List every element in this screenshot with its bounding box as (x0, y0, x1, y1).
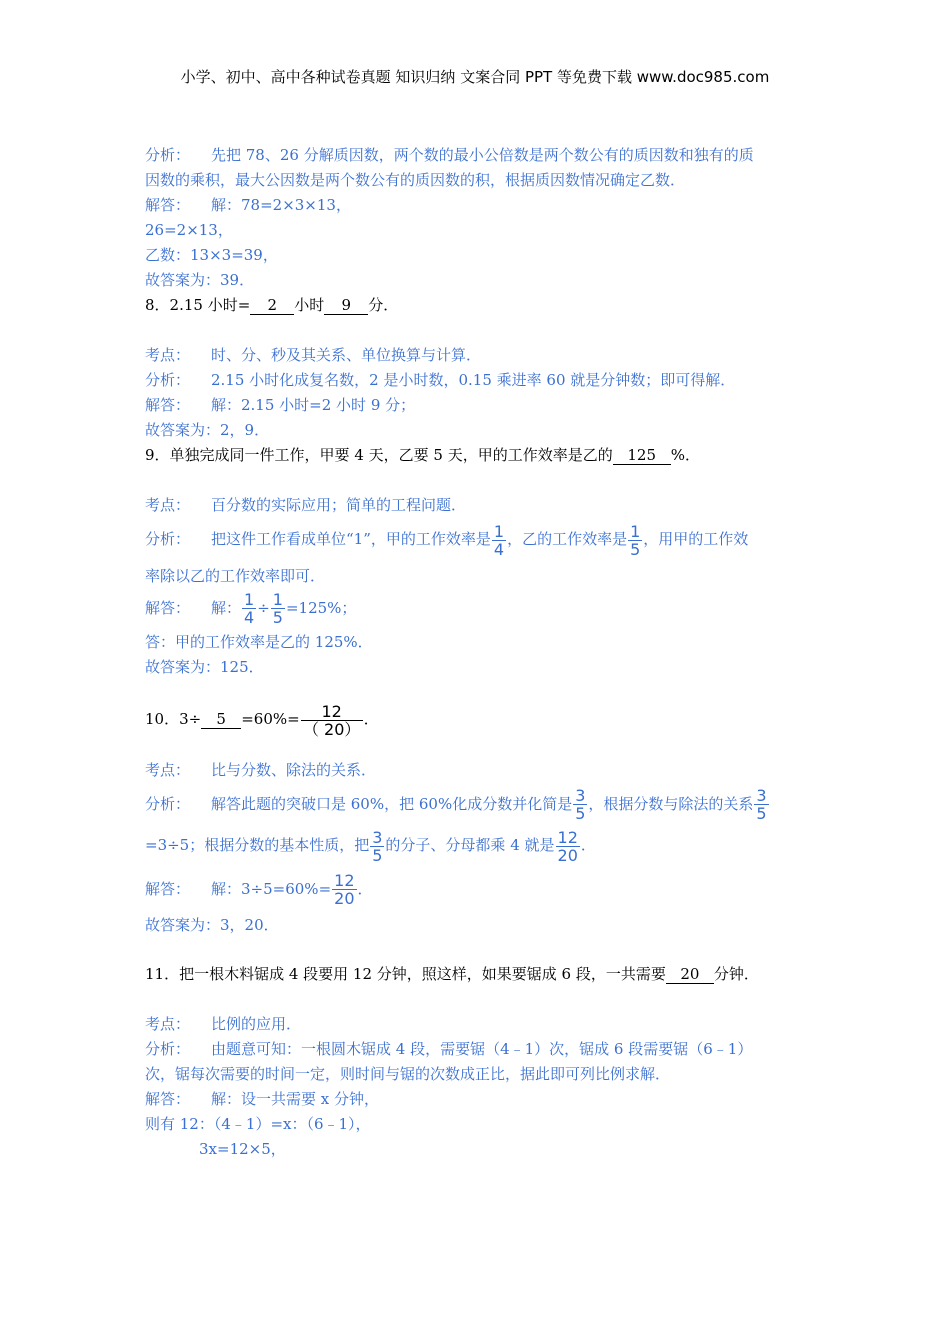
fraction-numerator: 12 (557, 827, 578, 847)
q7-answer: 故答案为：39． (145, 271, 255, 289)
q10-fraction (301, 703, 363, 738)
fraction-1-5 (271, 591, 285, 626)
fraction-numerator: 1 (493, 521, 505, 541)
label-solution: 解答： (145, 879, 191, 898)
q8-analysis-text: 2.15 小时化成复名数，2 是小时数，0.15 乘进率 60 就是分钟数；即可得解． (211, 371, 736, 389)
q11-knowledge (145, 1012, 815, 1037)
q9-analysis-c: ，用甲的工作效 (643, 530, 749, 548)
fraction-numerator: 1 (630, 521, 641, 541)
q9-question (145, 443, 815, 468)
fraction-numerator: 1 (244, 590, 255, 609)
division-sign: ÷ (257, 598, 270, 617)
q10-suffix: ． (363, 710, 379, 728)
q11-solution-text1: 解：设一共需要 x 分钟， (211, 1090, 379, 1108)
fraction-1-4 (242, 591, 256, 626)
label-solution: 解答： (145, 1090, 191, 1108)
label-analysis: 分析： (145, 794, 191, 813)
q8-knowledge (145, 343, 815, 368)
q8-prefix: 8．2.15 小时= (145, 296, 251, 314)
q10-analysis-2c: ． (580, 836, 596, 854)
fraction-numerator: 12 (301, 703, 363, 721)
q9-answer: 故答案为：125． (145, 658, 264, 676)
q11-solution-line1 (145, 1087, 815, 1112)
fraction-denominator: 5 (272, 608, 283, 627)
q7-solution-line2: 26=2×13， (145, 221, 233, 239)
q10-knowledge-text: 比与分数、除法的关系． (211, 760, 377, 779)
q11-analysis-line2: 次，锯每次需要的时间一定，则时间与锯的次数成正比，据此即可列比例求解． (145, 1065, 671, 1083)
q9-solution-b: =125%； (285, 598, 357, 617)
fraction-numerator: 1 (272, 590, 283, 609)
label-solution: 解答： (145, 196, 191, 214)
q11-analysis-line1 (145, 1037, 815, 1062)
fraction-denominator: 5 (630, 539, 641, 559)
q7-analysis-text1: 先把 78、26 分解质因数，两个数的最小公倍数是两个数公有的质因数和独有的质 (211, 146, 754, 164)
q11-question (145, 962, 815, 987)
fraction-denominator: 5 (372, 845, 383, 865)
q7-solution-line1 (145, 193, 815, 218)
q8-mid: 小时 (294, 296, 325, 314)
q11-prefix: 11．把一根木料锯成 4 段要用 12 分钟，照这样，如果要锯成 6 段，一共需要 (145, 965, 666, 983)
q8-analysis (145, 368, 815, 393)
q9-suffix: %． (670, 446, 700, 464)
q8-solution (145, 393, 815, 418)
fraction-3-5 (370, 829, 384, 864)
q8-blank-minutes: 9 (324, 296, 368, 315)
q7-analysis-line1 (145, 143, 815, 168)
label-solution: 解答： (145, 396, 191, 414)
q9-knowledge (145, 493, 815, 518)
fraction-numerator: 3 (575, 786, 586, 805)
q10-analysis-a: 解答此题的突破口是 60%，把 60%化成分数并化简是 (211, 794, 573, 813)
q10-knowledge (145, 758, 815, 783)
fraction-3-5 (754, 787, 768, 822)
q8-suffix: 分． (368, 296, 399, 314)
fraction-denominator: 5 (756, 804, 767, 823)
q10-blank: 5 (201, 710, 241, 729)
q11-suffix: 分钟． (713, 965, 759, 983)
label-analysis: 分析： (145, 371, 191, 389)
q11-analysis-text1: 由题意可知：一根圆木锯成 4 段，需要锯（4﹣1）次，锯成 6 段需要锯（6﹣1） (211, 1040, 753, 1058)
q10-prefix: 10．3÷ (145, 710, 202, 728)
q11-solution-line2: 则有 12：（4﹣1）=x：（6﹣1）， (145, 1115, 371, 1133)
label-analysis: 分析： (145, 146, 191, 164)
q9-analysis-a: 把这件工作看成单位“1”，甲的工作效率是 (211, 530, 491, 548)
q11-knowledge-text: 比例的应用． (211, 1015, 302, 1033)
q10-analysis-2a: =3÷5；根据分数的基本性质，把 (145, 836, 370, 854)
page-header: 小学、初中、高中各种试卷真题 知识归纳 文案合同 PPT 等免费下载 www.doc985.com (180, 68, 770, 86)
label-solution: 解答： (145, 598, 191, 617)
q9-solution (145, 591, 815, 627)
fraction-3-5 (573, 787, 587, 822)
q8-knowledge-text: 时、分、秒及其关系、单位换算与计算． (211, 346, 482, 364)
q8-blank-hours: 2 (250, 296, 294, 315)
q10-mid: =60%= (241, 710, 300, 728)
q7-analysis-line2: 因数的乘积，最大公因数是两个数公有的质因数的积，根据质因数情况确定乙数． (145, 171, 686, 189)
q9-prefix: 9．单独完成同一件工作，甲要 4 天，乙要 5 天，甲的工作效率是乙的 (145, 446, 613, 464)
q10-solution (145, 872, 815, 908)
label-analysis: 分析： (145, 530, 191, 548)
q11-solution-line3: 3x=12×5， (199, 1140, 286, 1158)
q8-question (145, 293, 815, 318)
q7-solution-line3: 乙数：13×3=39， (145, 246, 278, 264)
fraction-denominator: 20 (334, 889, 355, 908)
fraction-1-5 (628, 523, 642, 558)
label-knowledge: 考点： (145, 760, 191, 779)
q10-analysis-line1 (145, 787, 815, 823)
fraction-denominator: 4 (493, 539, 505, 559)
q9-analysis-b: ，乙的工作效率是 (507, 530, 628, 548)
q9-statement: 答：甲的工作效率是乙的 125%． (145, 633, 373, 651)
fraction-numerator: 12 (334, 871, 355, 890)
q9-blank: 125 (613, 446, 671, 465)
q10-solution-a: 解：3÷5=60%= (211, 879, 332, 898)
q8-solution-text: 解：2.15 小时=2 小时 9 分； (211, 396, 416, 414)
fraction-numerator: 3 (756, 786, 767, 805)
q7-solution-text1: 解：78=2×3×13， (211, 196, 351, 214)
label-knowledge: 考点： (145, 496, 191, 514)
q9-analysis-line2: 率除以乙的工作效率即可． (145, 566, 326, 585)
fraction-denominator: 5 (575, 804, 586, 823)
fraction-1-4 (492, 523, 506, 558)
fraction-denominator: 20 (557, 845, 578, 865)
q10-solution-b: ． (357, 879, 373, 898)
label-knowledge: 考点： (145, 1015, 191, 1033)
label-knowledge: 考点： (145, 346, 191, 364)
q10-analysis-line2 (145, 828, 815, 864)
document-body (145, 143, 815, 1162)
label-analysis: 分析： (145, 1040, 191, 1058)
q9-knowledge-text: 百分数的实际应用；简单的工程问题． (211, 496, 467, 514)
fraction-12-20 (332, 872, 356, 907)
fraction-denominator: 4 (244, 608, 255, 627)
fraction-denominator: （ 20） (302, 719, 361, 739)
q10-analysis-b: ，根据分数与除法的关系 (588, 794, 754, 813)
q9-solution-a: 解： (211, 598, 242, 617)
q10-answer: 故答案为：3，20． (145, 916, 279, 934)
q10-question (145, 702, 815, 738)
q11-blank: 20 (666, 965, 714, 984)
q8-answer: 故答案为：2，9． (145, 421, 270, 439)
fraction-numerator: 3 (372, 827, 383, 847)
fraction-12-20 (556, 829, 580, 864)
q10-analysis-2b: 的分子、分母都乘 4 就是 (385, 836, 555, 854)
q9-analysis-line1 (145, 522, 815, 558)
